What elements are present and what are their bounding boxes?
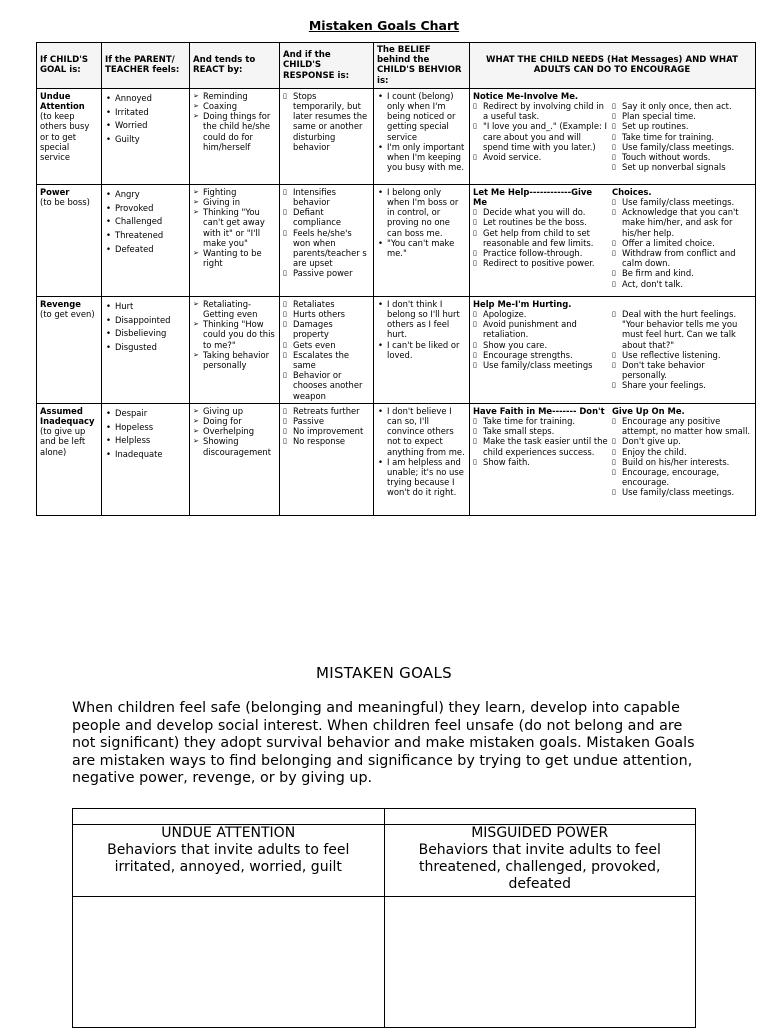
goal-name: Revenge	[40, 298, 81, 309]
reaction-item: ➢ Wanting to be right	[193, 248, 275, 268]
reaction-item: ➢ Reminding	[193, 91, 275, 101]
response-item: ▯ Passive	[283, 416, 369, 426]
needs-left-list	[473, 309, 608, 370]
feels-cell	[102, 184, 190, 296]
feeling-item: • Disgusted	[105, 342, 185, 352]
header-goal: If CHILD'S GOAL is:	[37, 43, 102, 89]
feeling-item: • Annoyed	[105, 93, 185, 103]
needs-item: ▯ Encourage strengths.	[473, 350, 608, 360]
belief-item: • I count (belong) only when I'm being noticed or getting special service	[377, 91, 465, 142]
needs-item: ▯ Practice follow-through.	[473, 248, 608, 258]
needs-item: ▯ Deal with the hurt feelings. "Your behavior tells me you must feel hurt. Can we talk about that?"	[612, 309, 751, 350]
feels-cell-list	[105, 299, 185, 353]
needs-left-column	[473, 91, 612, 173]
needs-right-column	[612, 406, 751, 498]
header-row	[37, 43, 756, 89]
response-cell-list	[283, 299, 369, 401]
needs-item: ▯ Don't give up.	[612, 436, 751, 446]
goal-description: (to give up and be left alone)	[40, 426, 86, 457]
needs-left-column	[473, 406, 612, 498]
response-item: ▯ Hurts others	[283, 309, 369, 319]
needs-item: ▯ Enjoy the child.	[612, 447, 751, 457]
goal-name: Assumed Inadequacy	[40, 405, 95, 427]
feeling-item: • Guilty	[105, 134, 185, 144]
needs-right-list	[612, 197, 751, 289]
belief-cell	[374, 184, 470, 296]
belief-cell	[374, 403, 470, 515]
misguided-power-body-cell	[384, 897, 696, 1028]
goals-table-header-row	[73, 825, 696, 897]
needs-item: ▯ Use family/class meetings	[473, 360, 608, 370]
goals-table-spacer-row	[73, 809, 696, 825]
react-cell-list	[193, 299, 275, 370]
needs-item: ▯ Avoid service.	[473, 152, 608, 162]
feeling-item: • Defeated	[105, 244, 185, 254]
undue-attention-body-cell	[73, 897, 385, 1028]
needs-grid	[473, 91, 751, 173]
needs-item: ▯ "I love you and_." (Example: I care about you and will spend time with you later.)	[473, 121, 608, 152]
response-item: ▯ Retaliates	[283, 299, 369, 309]
feels-cell	[102, 88, 190, 184]
needs-heading: Let Me Help------------Give Me	[473, 186, 593, 208]
needs-left-list	[473, 207, 608, 268]
goal-cell	[37, 296, 102, 403]
belief-cell-list	[377, 299, 465, 360]
response-item: ▯ Gets even	[283, 340, 369, 350]
needs-cell	[470, 88, 756, 184]
needs-item: ▯ Avoid punishment and retaliation.	[473, 319, 608, 339]
goal-name: Power	[40, 186, 70, 197]
misguided-power-cell	[384, 825, 696, 897]
react-cell	[190, 403, 280, 515]
react-cell-list	[193, 187, 275, 269]
needs-item: ▯ Plan special time.	[612, 111, 751, 121]
needs-item: ▯ Encourage, encourage, encourage.	[612, 467, 751, 487]
belief-item: • "You can't make me."	[377, 238, 465, 258]
goals-table-spacer-cell	[73, 809, 385, 825]
response-cell-list	[283, 187, 369, 279]
header-belief: The BELIEF behind the CHILD'S BEHVIOR is:	[374, 43, 470, 89]
response-item: ▯ Defiant compliance	[283, 207, 369, 227]
header-response: And if the CHILD'S RESPONSE is:	[280, 43, 374, 89]
needs-item: ▯ Redirect by involving child in a useful task.	[473, 101, 608, 121]
needs-item: ▯ Use family/class meetings.	[612, 487, 751, 497]
response-item: ▯ Intensifies behavior	[283, 187, 369, 207]
goal-cell	[37, 88, 102, 184]
misguided-power-title: MISGUIDED POWER	[471, 825, 609, 841]
response-item: ▯ Passive power	[283, 268, 369, 278]
feeling-item: • Worried	[105, 120, 185, 130]
needs-item: ▯ Build on his/her interests.	[612, 457, 751, 467]
needs-heading-continued: Choices.	[612, 186, 652, 197]
goal-name: Undue Attention	[40, 90, 85, 112]
needs-item: ▯ Redirect to positive power.	[473, 258, 608, 268]
reaction-item: ➢ Coaxing	[193, 101, 275, 111]
reaction-item: ➢ Giving in	[193, 197, 275, 207]
chart-row	[37, 88, 756, 184]
belief-cell	[374, 88, 470, 184]
needs-item: ▯ Decide what you will do.	[473, 207, 608, 217]
needs-item: ▯ Take time for training.	[473, 416, 608, 426]
feeling-item: • Threatened	[105, 230, 185, 240]
response-item: ▯ Feels he/she's won when parents/teacher s are upset	[283, 228, 369, 269]
needs-item: ▯ Take time for training.	[612, 132, 751, 142]
belief-cell-list	[377, 91, 465, 173]
reaction-item: ➢ Giving up	[193, 406, 275, 416]
feels-cell-list	[105, 91, 185, 145]
react-cell	[190, 184, 280, 296]
needs-right-list	[612, 416, 751, 498]
needs-item: ▯ Share your feelings.	[612, 380, 751, 390]
needs-left-column	[473, 299, 612, 391]
needs-item: ▯ Show you care.	[473, 340, 608, 350]
needs-item: ▯ Use family/class meetings.	[612, 142, 751, 152]
react-cell-list	[193, 406, 275, 457]
needs-item: ▯ Take small steps.	[473, 426, 608, 436]
needs-item: ▯ Acknowledge that you can't make him/her, and ask for his/her help.	[612, 207, 751, 238]
response-item: ▯ Behavior or chooses another weapon	[283, 370, 369, 401]
undue-attention-text: Behaviors that invite adults to feel irritated, annoyed, worried, guilt	[107, 842, 350, 875]
goals-table-spacer-cell	[384, 809, 696, 825]
undue-attention-cell	[73, 825, 385, 897]
response-item: ▯ Escalates the same	[283, 350, 369, 370]
chart-row	[37, 296, 756, 403]
needs-grid	[473, 187, 751, 289]
needs-right-column	[612, 91, 751, 173]
feeling-item: • Irritated	[105, 107, 185, 117]
needs-left-list	[473, 416, 608, 467]
chart-body	[37, 88, 756, 515]
needs-heading: Have Faith in Me------- Don't	[473, 405, 605, 416]
response-cell-list	[283, 91, 369, 152]
response-item: ▯ No response	[283, 436, 369, 446]
goal-description: (to keep others busy or to get special service	[40, 111, 90, 163]
needs-item: ▯ Let routines be the boss.	[473, 217, 608, 227]
belief-item: • I don't believe I can so, I'll convince others not to expect anything from me.	[377, 406, 465, 457]
reaction-item: ➢ Thinking "You can't get away with it" or "I'll make you"	[193, 207, 275, 248]
needs-item: ▯ Make the task easier until the child experiences success.	[473, 436, 608, 456]
mistaken-goals-chart-table	[36, 42, 756, 516]
reaction-item: ➢ Fighting	[193, 187, 275, 197]
needs-grid	[473, 299, 751, 391]
chart-title: Mistaken Goals Chart	[308, 18, 460, 33]
feeling-item: • Disappointed	[105, 315, 185, 325]
goal-description: (to be boss)	[40, 197, 90, 208]
response-item: ▯ No improvement	[283, 426, 369, 436]
feeling-item: • Helpless	[105, 435, 185, 445]
needs-right-column	[612, 299, 751, 391]
response-item: ▯ Stops temporarily, but later resumes the same or another disturbing behavior	[283, 91, 369, 152]
feeling-item: • Angry	[105, 189, 185, 199]
response-cell	[280, 403, 374, 515]
needs-right-list	[612, 309, 751, 391]
goals-table	[72, 808, 696, 1028]
needs-item: ▯ Show faith.	[473, 457, 608, 467]
needs-right-column	[612, 187, 751, 289]
feeling-item: • Disbelieving	[105, 328, 185, 338]
header-needs: WHAT THE CHILD NEEDS (Hat Messages) AND WHAT ADULTS CAN DO TO ENCOURAGE	[470, 43, 756, 89]
belief-item: • I'm only important when I'm keeping you busy with me.	[377, 142, 465, 173]
needs-item: ▯ Say it only once, then act.	[612, 101, 751, 111]
feels-cell	[102, 403, 190, 515]
response-item: ▯ Damages property	[283, 319, 369, 339]
needs-item: ▯ Get help from child to set reasonable and few limits.	[473, 228, 608, 248]
misguided-power-text: Behaviors that invite adults to feel threatened, challenged, provoked, defeated	[418, 842, 661, 892]
needs-item: ▯ Offer a limited choice.	[612, 238, 751, 248]
needs-item: ▯ Encourage any positive attempt, no matter how small.	[612, 416, 751, 436]
needs-item: ▯ Apologize.	[473, 309, 608, 319]
chart-row	[37, 403, 756, 515]
response-cell	[280, 184, 374, 296]
feeling-item: • Despair	[105, 408, 185, 418]
reaction-item: ➢ Taking behavior personally	[193, 350, 275, 370]
feeling-item: • Challenged	[105, 216, 185, 226]
goal-cell	[37, 403, 102, 515]
response-cell-list	[283, 406, 369, 447]
undue-attention-title: UNDUE ATTENTION	[161, 825, 296, 841]
needs-left-list	[473, 101, 608, 162]
reaction-item: ➢ Doing things for the child he/she could do for him/herself	[193, 111, 275, 152]
belief-item: • I belong only when I'm boss or in control, or proving no one can boss me.	[377, 187, 465, 238]
needs-cell	[470, 296, 756, 403]
header-react: And tends to REACT by:	[190, 43, 280, 89]
needs-item: ▯ Set up routines.	[612, 121, 751, 131]
needs-cell	[470, 403, 756, 515]
feels-cell-list	[105, 406, 185, 460]
needs-item: ▯ Be firm and kind.	[612, 268, 751, 278]
needs-heading-spacer	[612, 299, 751, 309]
needs-item: ▯ Set up nonverbal signals	[612, 162, 751, 172]
intro-paragraph: When children feel safe (belonging and meaningful) they learn, develop into capable people and develop social interest. When children feel unsafe (do not belong and are not significant) they adopt survival behavior and make mistaken goals. Mistaken Goals are mistaken ways to find belonging and significance by trying to get undue attention, negative power, revenge, or by giving up.	[72, 700, 695, 787]
belief-item: • I am helpless and unable; it's no use trying because I won't do it right.	[377, 457, 465, 498]
chart-row	[37, 184, 756, 296]
header-feels: If the PARENT/ TEACHER feels:	[102, 43, 190, 89]
react-cell	[190, 296, 280, 403]
needs-item: ▯ Use family/class meetings.	[612, 197, 751, 207]
react-cell	[190, 88, 280, 184]
belief-cell-list	[377, 406, 465, 498]
needs-heading-spacer	[612, 91, 751, 101]
needs-heading: Notice Me-Involve Me.	[473, 90, 579, 101]
feels-cell-list	[105, 187, 185, 254]
section-title: MISTAKEN GOALS	[316, 664, 452, 682]
needs-heading: Help Me-I'm Hurting.	[473, 298, 572, 309]
needs-heading-continued: Give Up On Me.	[612, 405, 685, 416]
needs-item: ▯ Don't take behavior personally.	[612, 360, 751, 380]
react-cell-list	[193, 91, 275, 152]
belief-cell	[374, 296, 470, 403]
goal-description: (to get even)	[40, 309, 95, 320]
feeling-item: • Hopeless	[105, 422, 185, 432]
feeling-item: • Hurt	[105, 301, 185, 311]
reaction-item: ➢ Retaliating-Getting even	[193, 299, 275, 319]
needs-item: ▯ Act, don't talk.	[612, 279, 751, 289]
feeling-item: • Provoked	[105, 203, 185, 213]
response-cell	[280, 88, 374, 184]
needs-item: ▯ Withdraw from conflict and calm down.	[612, 248, 751, 268]
feeling-item: • Inadequate	[105, 449, 185, 459]
needs-item: ▯ Use reflective listening.	[612, 350, 751, 360]
goal-cell	[37, 184, 102, 296]
reaction-item: ➢ Showing discouragement	[193, 436, 275, 456]
belief-item: • I can't be liked or loved.	[377, 340, 465, 360]
feels-cell	[102, 296, 190, 403]
response-cell	[280, 296, 374, 403]
belief-item: • I don't think I belong so I'll hurt others as I feel hurt.	[377, 299, 465, 340]
reaction-item: ➢ Overhelping	[193, 426, 275, 436]
belief-cell-list	[377, 187, 465, 258]
goals-table-body-row	[73, 897, 696, 1028]
needs-left-column	[473, 187, 612, 289]
needs-right-list	[612, 101, 751, 172]
reaction-item: ➢ Thinking "How could you do this to me?"	[193, 319, 275, 350]
needs-item: ▯ Touch without words.	[612, 152, 751, 162]
response-item: ▯ Retreats further	[283, 406, 369, 416]
reaction-item: ➢ Doing for	[193, 416, 275, 426]
needs-cell	[470, 184, 756, 296]
needs-grid	[473, 406, 751, 498]
